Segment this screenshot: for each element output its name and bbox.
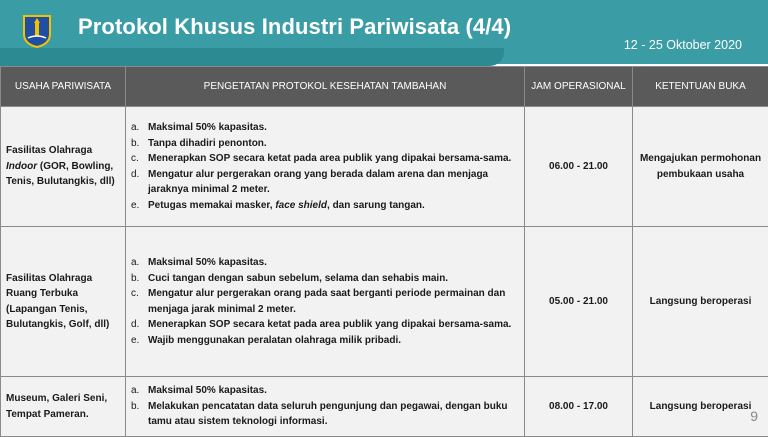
- list-item: d. Mengatur alur pergerakan orang yang berada dalam arena dan menjaga jaraknya minimal 2 meter.: [131, 167, 519, 198]
- list-item: c. Mengatur alur pergerakan orang pada saat berganti periode permainan dan menjaga jarak minimal 2 meter.: [131, 286, 519, 317]
- table-header-row: [1, 67, 768, 107]
- ketentuan-cell: Langsung beroperasi: [633, 227, 768, 377]
- jam-cell: 06.00 - 21.00: [525, 107, 633, 227]
- header-usaha: USAHA PARIWISATA: [1, 67, 126, 107]
- list-item: b. Melakukan pencatatan data seluruh pengunjung dan pegawai, dengan buku tamu atau sistem teknologi informasi.: [131, 399, 519, 430]
- list-item: a. Maksimal 50% kapasitas.: [131, 120, 519, 136]
- protocol-table: [0, 66, 768, 437]
- list-item: a. Maksimal 50% kapasitas.: [131, 383, 519, 399]
- list-item: c. Menerapkan SOP secara ketat pada area publik yang dipakai bersama-sama.: [131, 151, 519, 167]
- table-row: [1, 377, 768, 437]
- protokol-cell: [126, 377, 525, 437]
- usaha-cell: Museum, Galeri Seni, Tempat Pameran.: [1, 377, 126, 437]
- date-range: 12 - 25 Oktober 2020: [624, 38, 742, 52]
- header-ketentuan: KETENTUAN BUKA: [633, 67, 768, 107]
- protocol-list: [131, 120, 519, 213]
- jam-cell: 08.00 - 17.00: [525, 377, 633, 437]
- jakarta-emblem-icon: [22, 14, 52, 48]
- jam-cell: 05.00 - 21.00: [525, 227, 633, 377]
- list-item: b. Cuci tangan dengan sabun sebelum, selama dan sehabis main.: [131, 271, 519, 287]
- ketentuan-cell: Langsung beroperasi: [633, 377, 768, 437]
- list-item: e. Petugas memakai masker, face shield, dan sarung tangan.: [131, 198, 519, 214]
- list-item: d. Menerapkan SOP secara ketat pada area publik yang dipakai bersama-sama.: [131, 317, 519, 333]
- protocol-list: [131, 383, 519, 430]
- page-number: 9: [750, 408, 758, 424]
- usaha-cell: Fasilitas Olahraga Indoor (GOR, Bowling, Tenis, Bulutangkis, dll): [1, 107, 126, 227]
- usaha-cell: Fasilitas Olahraga Ruang Terbuka (Lapangan Tenis, Bulutangkis, Golf, dll): [1, 227, 126, 377]
- table-row: [1, 227, 768, 377]
- list-item: b. Tanpa dihadiri penonton.: [131, 136, 519, 152]
- table-row: [1, 107, 768, 227]
- header-protokol: PENGETATAN PROTOKOL KESEHATAN TAMBAHAN: [126, 67, 525, 107]
- protokol-cell: [126, 107, 525, 227]
- title-tab: [0, 48, 504, 66]
- list-item: e. Wajib menggunakan peralatan olahraga milik pribadi.: [131, 333, 519, 349]
- protokol-cell: [126, 227, 525, 377]
- header-jam: JAM OPERASIONAL: [525, 67, 633, 107]
- list-item: a. Maksimal 50% kapasitas.: [131, 255, 519, 271]
- page-title: Protokol Khusus Industri Pariwisata (4/4): [78, 14, 511, 40]
- ketentuan-cell: Mengajukan permohonan pembukaan usaha: [633, 107, 768, 227]
- protocol-list: [131, 255, 519, 348]
